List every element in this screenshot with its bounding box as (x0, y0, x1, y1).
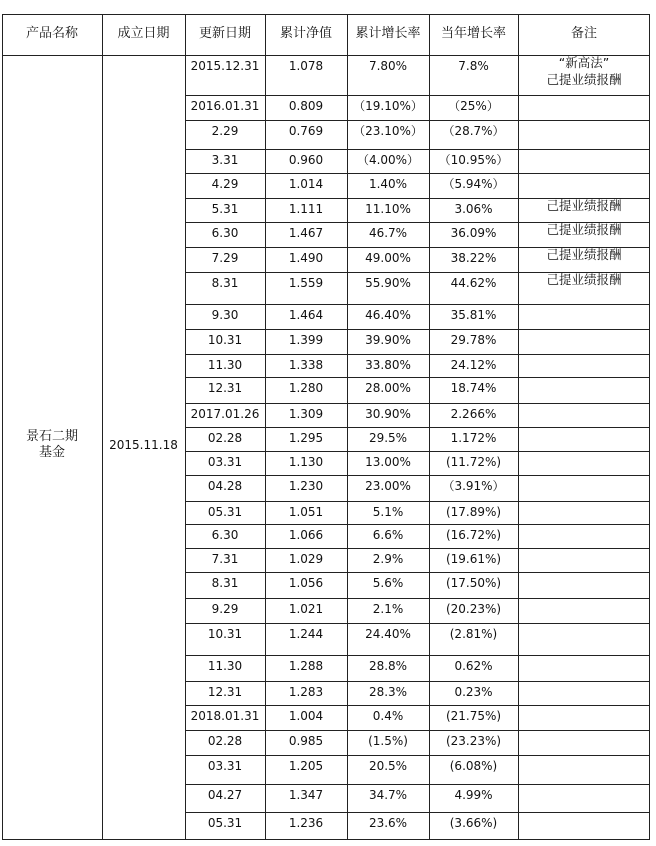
note-cell: “新高法” (558, 55, 610, 70)
nav-cell: 1.056 (288, 576, 324, 590)
cum-growth-cell: （23.10%） (353, 124, 423, 138)
update-date-cell: 04.27 (207, 788, 243, 802)
cum-growth-cell: 49.00% (365, 251, 411, 265)
update-date-cell: 2018.01.31 (190, 709, 260, 723)
ytd-growth-cell: 36.09% (450, 226, 497, 240)
ytd-growth-cell: 29.78% (450, 333, 497, 347)
update-date-cell: 2.29 (211, 124, 239, 138)
update-date-cell: 03.31 (207, 759, 243, 773)
ytd-growth-cell: （5.94%） (442, 177, 505, 191)
note-cell: 己提业绩报酬 (546, 72, 622, 87)
cum-growth-cell: 46.40% (365, 308, 411, 322)
ytd-growth-cell: （28.7%） (442, 124, 505, 138)
ytd-growth-cell: （25%） (448, 99, 499, 113)
nav-cell: 1.205 (288, 759, 324, 773)
nav-cell: 1.230 (288, 479, 324, 493)
update-date-cell: 11.30 (207, 358, 243, 372)
update-date-cell: 8.31 (211, 576, 239, 590)
note-cell: 己提业绩报酬 (546, 222, 622, 237)
update-date-cell: 2017.01.26 (190, 407, 260, 421)
ytd-growth-cell: (2.81%) (449, 627, 498, 641)
update-date-cell: 2015.12.31 (190, 59, 260, 73)
update-date-cell: 6.30 (211, 528, 239, 542)
nav-cell: 1.014 (288, 177, 324, 191)
cum-growth-cell: 28.00% (365, 381, 411, 395)
cum-growth-cell: 55.90% (365, 276, 411, 290)
ytd-growth-cell: (17.50%) (445, 576, 502, 590)
column-header: 备注 (570, 26, 597, 41)
update-date-cell: 5.31 (211, 202, 239, 216)
ytd-growth-cell: 0.23% (454, 685, 493, 699)
nav-cell: 1.467 (288, 226, 324, 240)
cum-growth-cell: 23.6% (368, 816, 408, 830)
update-date-cell: 7.29 (211, 251, 239, 265)
nav-cell: 1.295 (288, 431, 324, 445)
cum-growth-cell: 2.1% (372, 602, 404, 616)
ytd-growth-cell: 1.172% (450, 431, 497, 445)
cum-growth-cell: 6.6% (372, 528, 404, 542)
cum-growth-cell: 1.40% (368, 177, 408, 191)
note-cell: 己提业绩报酬 (546, 198, 622, 213)
ytd-growth-cell: 44.62% (450, 276, 497, 290)
nav-cell: 1.338 (288, 358, 324, 372)
cum-growth-cell: 34.7% (368, 788, 408, 802)
ytd-growth-cell: （10.95%） (438, 153, 509, 167)
cum-growth-cell: 20.5% (368, 759, 408, 773)
update-date-cell: 05.31 (207, 816, 243, 830)
nav-table (2, 14, 650, 840)
nav-cell: 1.399 (288, 333, 324, 347)
cum-growth-cell: 2.9% (372, 552, 404, 566)
ytd-growth-cell: 24.12% (450, 358, 497, 372)
nav-cell: 1.347 (288, 788, 324, 802)
column-header: 累计净值 (279, 26, 332, 41)
ytd-growth-cell: (3.66%) (449, 816, 498, 830)
ytd-growth-cell: 35.81% (450, 308, 497, 322)
update-date-cell: 3.31 (211, 153, 239, 167)
cum-growth-cell: 29.5% (368, 431, 408, 445)
update-date-cell: 12.31 (207, 381, 243, 395)
update-date-cell: 05.31 (207, 505, 243, 519)
nav-cell: 1.464 (288, 308, 324, 322)
cum-growth-cell: 23.00% (365, 479, 411, 493)
cum-growth-cell: 5.6% (372, 576, 404, 590)
nav-cell: 1.130 (288, 455, 324, 469)
update-date-cell: 04.28 (207, 479, 243, 493)
update-date-cell: 2016.01.31 (190, 99, 260, 113)
nav-cell: 1.244 (288, 627, 324, 641)
nav-cell: 1.559 (288, 276, 324, 290)
nav-cell: 1.283 (288, 685, 324, 699)
column-header: 产品名称 (25, 26, 78, 41)
ytd-growth-cell: (23.23%) (445, 734, 502, 748)
column-header: 当年增长率 (440, 26, 506, 41)
ytd-growth-cell: 0.62% (454, 659, 493, 673)
note-cell: 己提业绩报酬 (546, 247, 622, 262)
nav-cell: 1.111 (288, 202, 324, 216)
ytd-growth-cell: (11.72%) (445, 455, 502, 469)
nav-cell: 1.078 (288, 59, 324, 73)
nav-cell: 1.021 (288, 602, 324, 616)
ytd-growth-cell: 4.99% (454, 788, 493, 802)
ytd-growth-cell: (17.89%) (445, 505, 502, 519)
ytd-growth-cell: 18.74% (450, 381, 497, 395)
update-date-cell: 8.31 (211, 276, 239, 290)
ytd-growth-cell: (21.75%) (445, 709, 502, 723)
nav-cell: 1.280 (288, 381, 324, 395)
nav-cell: 1.066 (288, 528, 324, 542)
cum-growth-cell: 28.8% (368, 659, 408, 673)
nav-cell: 1.288 (288, 659, 324, 673)
column-header: 累计增长率 (355, 26, 421, 41)
cum-growth-cell: 39.90% (365, 333, 411, 347)
cum-growth-cell: 33.80% (365, 358, 411, 372)
nav-cell: 0.769 (288, 124, 324, 138)
ytd-growth-cell: 3.06% (454, 202, 493, 216)
update-date-cell: 9.29 (211, 602, 239, 616)
cum-growth-cell: 24.40% (365, 627, 411, 641)
update-date-cell: 10.31 (207, 627, 243, 641)
product-name: 景石二期 (25, 428, 78, 444)
update-date-cell: 02.28 (207, 734, 243, 748)
ytd-growth-cell: (6.08%) (449, 759, 498, 773)
cum-growth-cell: 11.10% (365, 202, 411, 216)
nav-cell: 1.051 (288, 505, 324, 519)
update-date-cell: 4.29 (211, 177, 239, 191)
cum-growth-cell: 28.3% (368, 685, 408, 699)
product-name: 基金 (38, 444, 65, 460)
nav-cell: 1.029 (288, 552, 324, 566)
nav-cell: 1.236 (288, 816, 324, 830)
cum-growth-cell: 13.00% (365, 455, 411, 469)
cum-growth-cell: 46.7% (368, 226, 408, 240)
nav-cell: 0.809 (288, 99, 324, 113)
nav-cell: 0.960 (288, 153, 324, 167)
column-header: 成立日期 (117, 26, 170, 41)
establish-date: 2015.11.18 (109, 437, 178, 452)
ytd-growth-cell: （3.91%） (442, 479, 505, 493)
update-date-cell: 6.30 (211, 226, 239, 240)
update-date-cell: 02.28 (207, 431, 243, 445)
cum-growth-cell: (1.5%) (368, 734, 408, 748)
nav-cell: 1.004 (288, 709, 324, 723)
ytd-growth-cell: 38.22% (450, 251, 497, 265)
update-date-cell: 12.31 (207, 685, 243, 699)
update-date-cell: 03.31 (207, 455, 243, 469)
cum-growth-cell: 0.4% (372, 709, 404, 723)
ytd-growth-cell: (20.23%) (445, 602, 502, 616)
nav-cell: 1.309 (288, 407, 324, 421)
cum-growth-cell: 30.90% (365, 407, 411, 421)
nav-cell: 1.490 (288, 251, 324, 265)
update-date-cell: 9.30 (211, 308, 239, 322)
update-date-cell: 11.30 (207, 659, 243, 673)
update-date-cell: 10.31 (207, 333, 243, 347)
nav-cell: 0.985 (288, 734, 324, 748)
cum-growth-cell: （19.10%） (353, 99, 423, 113)
cum-growth-cell: 7.80% (368, 59, 408, 73)
note-cell: 己提业绩报酬 (546, 272, 622, 287)
cum-growth-cell: 5.1% (372, 505, 404, 519)
update-date-cell: 7.31 (211, 552, 239, 566)
ytd-growth-cell: (16.72%) (445, 528, 502, 542)
column-header: 更新日期 (198, 26, 251, 41)
ytd-growth-cell: 2.266% (450, 407, 497, 421)
ytd-growth-cell: (19.61%) (445, 552, 502, 566)
ytd-growth-cell: 7.8% (458, 59, 489, 73)
cum-growth-cell: （4.00%） (356, 153, 420, 167)
